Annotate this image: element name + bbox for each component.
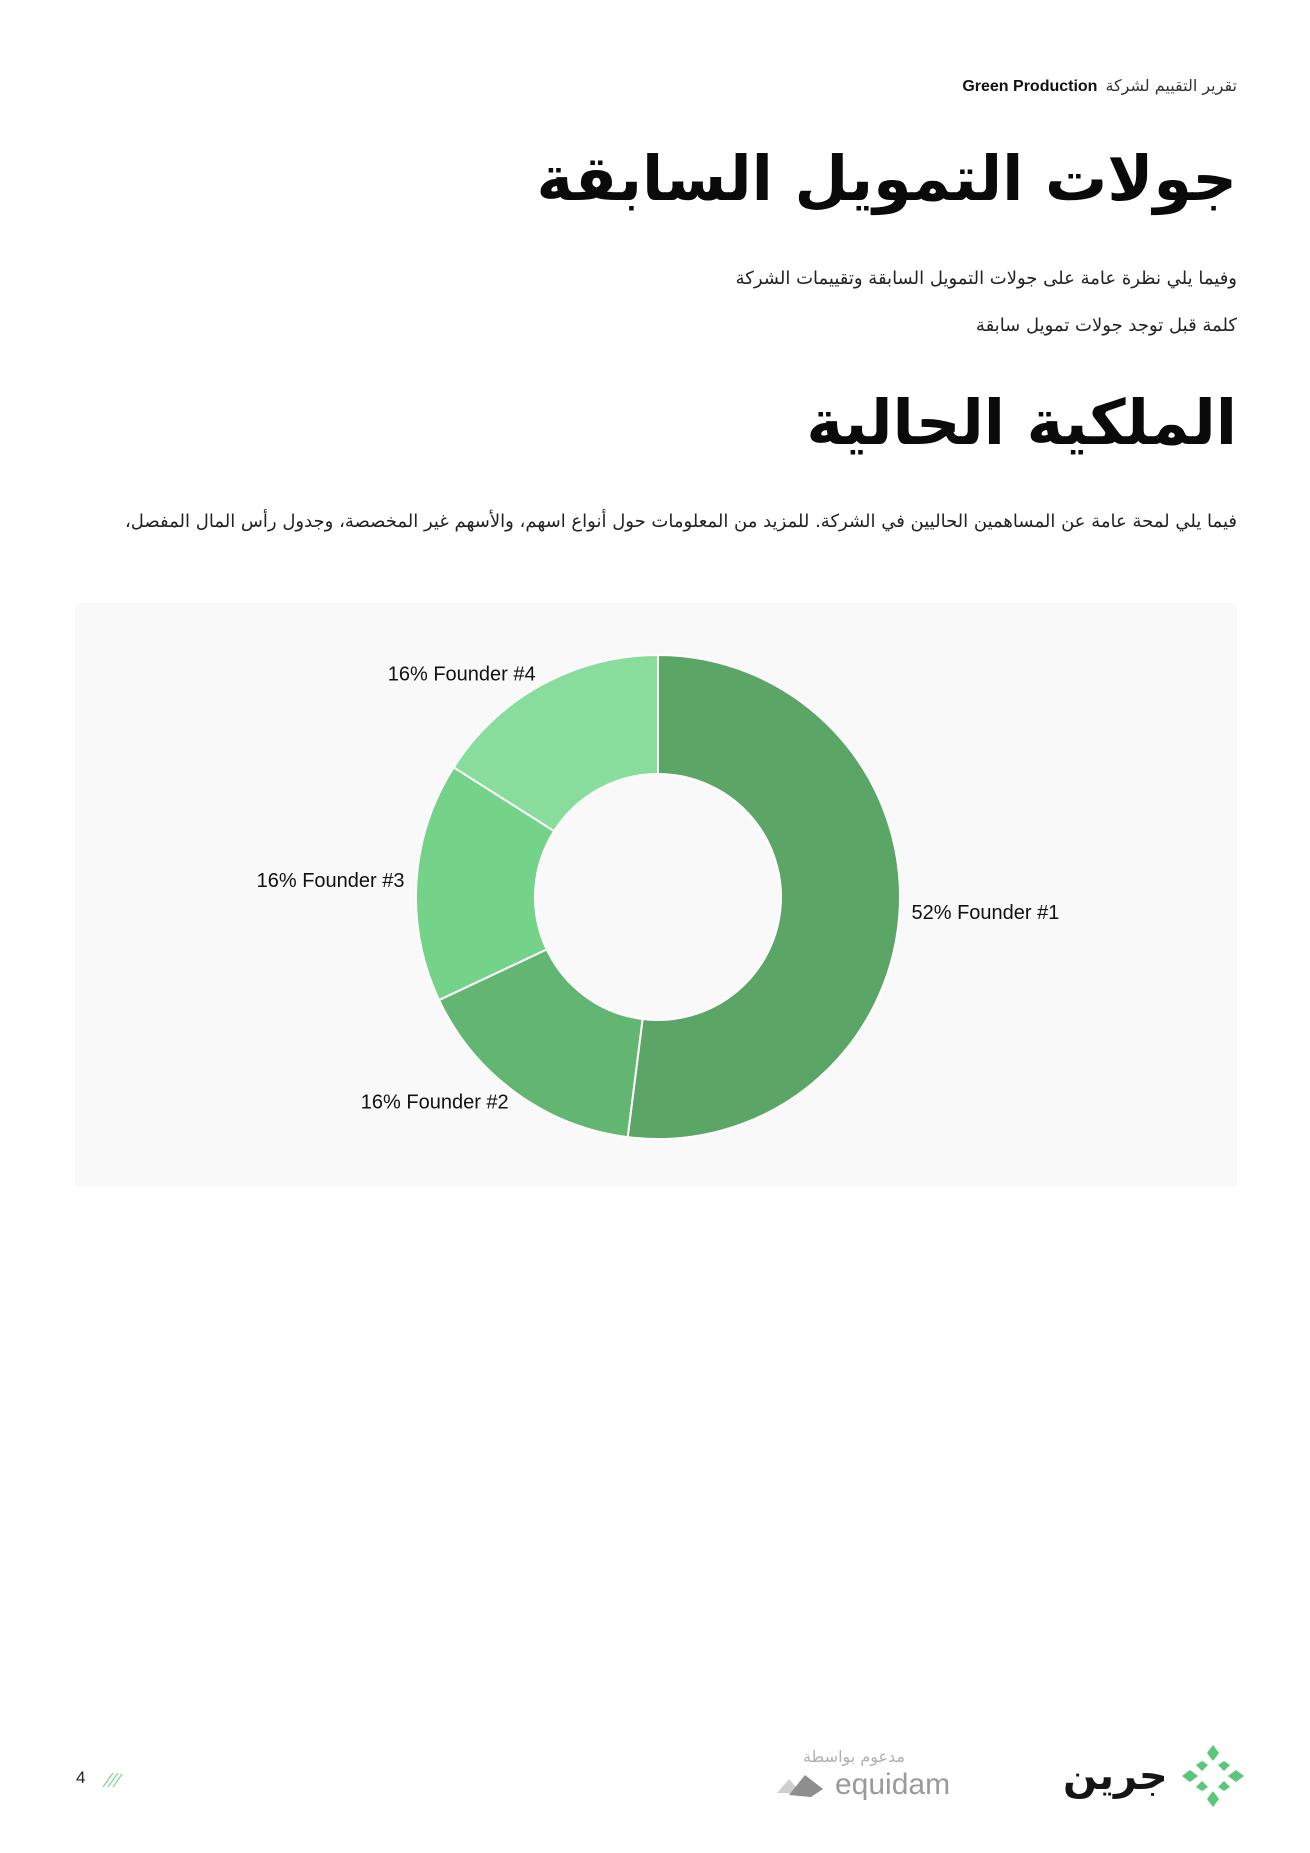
- powered-by-label: مدعوم بواسطة: [802, 1747, 905, 1766]
- company-name: Green Production: [962, 78, 1098, 95]
- donut-chart: [75, 603, 1237, 1187]
- equidam-wordmark: equidam: [835, 1768, 951, 1801]
- equidam-logo: [775, 1768, 950, 1802]
- funding-note: كلمة قبل توجد جولات تمويل سابقة: [975, 315, 1237, 336]
- page-number: 4: [76, 1768, 86, 1787]
- donut-label-3: 16% Founder #3: [256, 870, 405, 893]
- equidam-mark-icon: [775, 1771, 825, 1799]
- brand-wordmark: جرين: [1063, 1753, 1168, 1799]
- report-label: تقرير التقييم لشركة: [1105, 76, 1237, 95]
- funding-intro: وفيما يلي نظرة عامة على جولات التمويل السابقة وتقييمات الشركة: [735, 268, 1237, 289]
- report-header: [962, 76, 1237, 96]
- ownership-intro: فيما يلي لمحة عامة عن المساهمين الحاليين في الشركة. للمزيد من المعلومات حول أنواع اسهم، والأسهم غير المخصصة، وجدول رأس المال المفصل،: [124, 511, 1237, 532]
- donut-label-4: 16% Founder #4: [387, 663, 536, 686]
- donut-label-2: 16% Founder #2: [360, 1091, 509, 1114]
- ownership-title: الملكية الحالية: [806, 386, 1237, 459]
- donut-slice-1: [628, 655, 900, 1139]
- brand-logo: [1063, 1741, 1248, 1811]
- brand-mark-icon: [1178, 1741, 1248, 1811]
- funding-rounds-title: جولات التمويل السابقة: [536, 142, 1237, 215]
- hatch-icon: [101, 1769, 123, 1789]
- ownership-chart: [75, 603, 1237, 1187]
- donut-label-1: 52% Founder #1: [911, 901, 1060, 924]
